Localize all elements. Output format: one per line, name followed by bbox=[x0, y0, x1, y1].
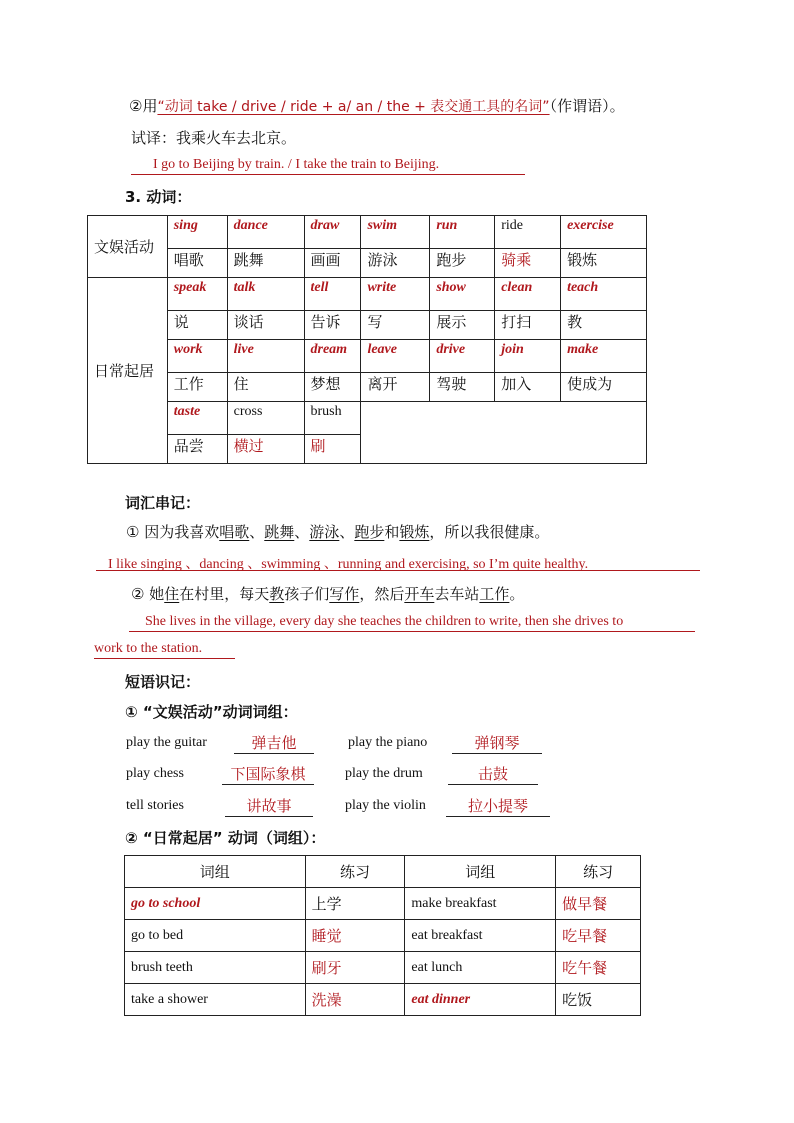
practice-cell: 睡觉 bbox=[305, 920, 405, 952]
verb-zh: 锻炼 bbox=[561, 249, 647, 278]
header-cell: 练习 bbox=[305, 856, 405, 888]
verb-row-4-en bbox=[88, 402, 647, 435]
verb-zh: 画画 bbox=[304, 249, 361, 278]
answer-text: work to the station. bbox=[94, 641, 203, 656]
verb-zh: 跳舞 bbox=[227, 249, 304, 278]
verb-en: make bbox=[561, 340, 647, 373]
verb-zh: 说 bbox=[167, 311, 227, 340]
verb-row-1-zh bbox=[88, 249, 647, 278]
section3-title: 3. 动词： bbox=[125, 188, 192, 206]
vocab-sentence-1 bbox=[126, 521, 549, 542]
text: 孩子们 bbox=[284, 585, 330, 603]
verb-en: dream bbox=[304, 340, 361, 373]
text: 在村里，每天 bbox=[179, 585, 270, 603]
text: 。 bbox=[509, 585, 525, 603]
keyword: 开车 bbox=[404, 585, 435, 603]
vocab-sentence-2 bbox=[131, 583, 524, 604]
table-row bbox=[125, 984, 641, 1016]
answer-text: I like singing 、dancing 、swimming 、running and exercising, so I’m quite healthy. bbox=[108, 557, 589, 572]
verb-zh: 写 bbox=[361, 311, 430, 340]
phrase-table-header bbox=[125, 856, 641, 888]
verb-zh: 游泳 bbox=[361, 249, 430, 278]
text: 、 bbox=[249, 523, 265, 541]
verb-en: brush bbox=[304, 402, 361, 435]
verb-en: taste bbox=[167, 402, 227, 435]
phrases-title: 短语识记： bbox=[125, 673, 201, 691]
verb-row-2-en bbox=[88, 278, 647, 311]
phrases-group2-title: ② “日常起居” 动词（词组）： bbox=[125, 829, 326, 847]
vocab-chain-title: 词汇串记： bbox=[125, 494, 201, 512]
verb-en: cross bbox=[227, 402, 304, 435]
rule2-prefix: ②用 bbox=[129, 97, 158, 115]
phrase-cell: eat dinner bbox=[405, 984, 556, 1016]
verb-zh: 唱歌 bbox=[167, 249, 227, 278]
practice-cell: 洗澡 bbox=[305, 984, 405, 1016]
verb-zh: 告诉 bbox=[304, 311, 361, 340]
verb-zh: 骑乘 bbox=[495, 249, 561, 278]
phrase-en: tell stories bbox=[126, 798, 184, 813]
phrase-cell: eat breakfast bbox=[405, 920, 556, 952]
phrase-answer: 弹钢琴 bbox=[452, 732, 542, 754]
verb-en: join bbox=[495, 340, 561, 373]
text: 、 bbox=[294, 523, 310, 541]
verb-en: talk bbox=[227, 278, 304, 311]
keyword: 锻炼 bbox=[399, 523, 430, 541]
verb-row-3-en bbox=[88, 340, 647, 373]
practice-cell: 做早餐 bbox=[556, 888, 641, 920]
verb-zh: 品尝 bbox=[167, 435, 227, 464]
verb-en: swim bbox=[361, 216, 430, 249]
answer-text: She lives in the village, every day she teaches the children to write, then she drives to bbox=[145, 614, 624, 629]
trial-answer bbox=[131, 157, 525, 175]
verb-zh: 刷 bbox=[304, 435, 361, 464]
verb-en: exercise bbox=[561, 216, 647, 249]
phrase-table bbox=[124, 855, 641, 1016]
verb-en: show bbox=[430, 278, 495, 311]
verb-zh: 梦想 bbox=[304, 373, 361, 402]
verb-zh: 工作 bbox=[167, 373, 227, 402]
verb-zh: 教 bbox=[561, 311, 647, 340]
keyword: 跳舞 bbox=[264, 523, 295, 541]
verb-en: clean bbox=[495, 278, 561, 311]
verb-zh: 谈话 bbox=[227, 311, 304, 340]
sentence-number: ② bbox=[131, 585, 145, 603]
practice-cell: 吃早餐 bbox=[556, 920, 641, 952]
text: ，然后 bbox=[359, 585, 405, 603]
header-cell: 词组 bbox=[405, 856, 556, 888]
table-row bbox=[125, 952, 641, 984]
phrase-en: play the guitar bbox=[126, 735, 207, 750]
verb-en: draw bbox=[304, 216, 361, 249]
verb-zh: 展示 bbox=[430, 311, 495, 340]
text: 因为我喜欢 bbox=[139, 523, 220, 541]
verb-en: live bbox=[227, 340, 304, 373]
verb-en: write bbox=[361, 278, 430, 311]
verb-row-3-zh bbox=[88, 373, 647, 402]
phrase-en: play the drum bbox=[345, 766, 423, 781]
header-cell: 词组 bbox=[125, 856, 306, 888]
trial-label: 试译：我乘火车去北京。 bbox=[131, 129, 297, 147]
verb-zh: 横过 bbox=[227, 435, 304, 464]
text: 和 bbox=[384, 523, 400, 541]
verb-zh: 住 bbox=[227, 373, 304, 402]
vocab-answer-2-line1 bbox=[129, 614, 695, 632]
rule2-line bbox=[129, 95, 625, 116]
rule2-suffix: （作谓语）。 bbox=[549, 97, 625, 115]
verb-en: run bbox=[430, 216, 495, 249]
phrase-answer: 拉小提琴 bbox=[446, 795, 550, 817]
practice-cell: 吃午餐 bbox=[556, 952, 641, 984]
phrase-cell: brush teeth bbox=[125, 952, 306, 984]
verb-en: sing bbox=[167, 216, 227, 249]
keyword: 工作 bbox=[479, 585, 510, 603]
phrase-en: play chess bbox=[126, 766, 184, 781]
phrase-cell: go to school bbox=[125, 888, 306, 920]
phrase-en: play the piano bbox=[348, 735, 428, 750]
verb-zh: 加入 bbox=[495, 373, 561, 402]
category-entertainment: 文娱活动 bbox=[88, 216, 168, 278]
verb-en: work bbox=[167, 340, 227, 373]
verb-en: tell bbox=[304, 278, 361, 311]
verb-en: leave bbox=[361, 340, 430, 373]
text: ，所以我很健康。 bbox=[429, 523, 550, 541]
vocab-answer-2-line2 bbox=[94, 641, 235, 659]
text: 、 bbox=[339, 523, 355, 541]
phrase-en: play the violin bbox=[345, 798, 426, 813]
keyword: 教 bbox=[269, 585, 285, 603]
phrase-cell: take a shower bbox=[125, 984, 306, 1016]
phrase-cell: eat lunch bbox=[405, 952, 556, 984]
verb-row-2-zh bbox=[88, 311, 647, 340]
keyword: 跑步 bbox=[354, 523, 385, 541]
verb-zh: 使成为 bbox=[561, 373, 647, 402]
verb-zh: 打扫 bbox=[495, 311, 561, 340]
verb-en: teach bbox=[561, 278, 647, 311]
phrase-answer: 讲故事 bbox=[225, 795, 313, 817]
verb-zh: 离开 bbox=[361, 373, 430, 402]
table-row bbox=[125, 920, 641, 952]
verb-en: drive bbox=[430, 340, 495, 373]
text: 去车站 bbox=[434, 585, 480, 603]
table-row bbox=[125, 888, 641, 920]
verb-en: ride bbox=[495, 216, 561, 249]
phrase-answer: 击鼓 bbox=[448, 763, 538, 785]
trial-answer-text: I go to Beijing by train. / I take the train to Beijing. bbox=[153, 157, 440, 172]
keyword: 唱歌 bbox=[219, 523, 250, 541]
phrase-answer: 下国际象棋 bbox=[222, 763, 314, 785]
text: 她 bbox=[144, 585, 165, 603]
sentence-number: ① bbox=[126, 523, 140, 541]
keyword: 游泳 bbox=[309, 523, 340, 541]
phrase-answer: 弹吉他 bbox=[234, 732, 314, 754]
verb-en: speak bbox=[167, 278, 227, 311]
verb-en: dance bbox=[227, 216, 304, 249]
phrases-group1-title: ① “文娱活动”动词词组： bbox=[125, 703, 298, 721]
verb-zh: 驾驶 bbox=[430, 373, 495, 402]
vocab-answer-1 bbox=[96, 553, 700, 571]
header-cell: 练习 bbox=[556, 856, 641, 888]
rule2-formula: “动词 take / drive / ride + a/ an / the + 表交通工具的名词” bbox=[157, 99, 550, 115]
verb-table-empty-cell bbox=[361, 402, 647, 464]
category-daily-life: 日常起居 bbox=[88, 278, 168, 464]
keyword: 写作 bbox=[329, 585, 360, 603]
practice-cell: 吃饭 bbox=[556, 984, 641, 1016]
verb-table bbox=[87, 215, 647, 464]
verb-row-1-en bbox=[88, 216, 647, 249]
phrase-cell: make breakfast bbox=[405, 888, 556, 920]
keyword: 住 bbox=[164, 585, 180, 603]
practice-cell: 上学 bbox=[305, 888, 405, 920]
phrase-cell: go to bed bbox=[125, 920, 306, 952]
verb-zh: 跑步 bbox=[430, 249, 495, 278]
practice-cell: 刷牙 bbox=[305, 952, 405, 984]
